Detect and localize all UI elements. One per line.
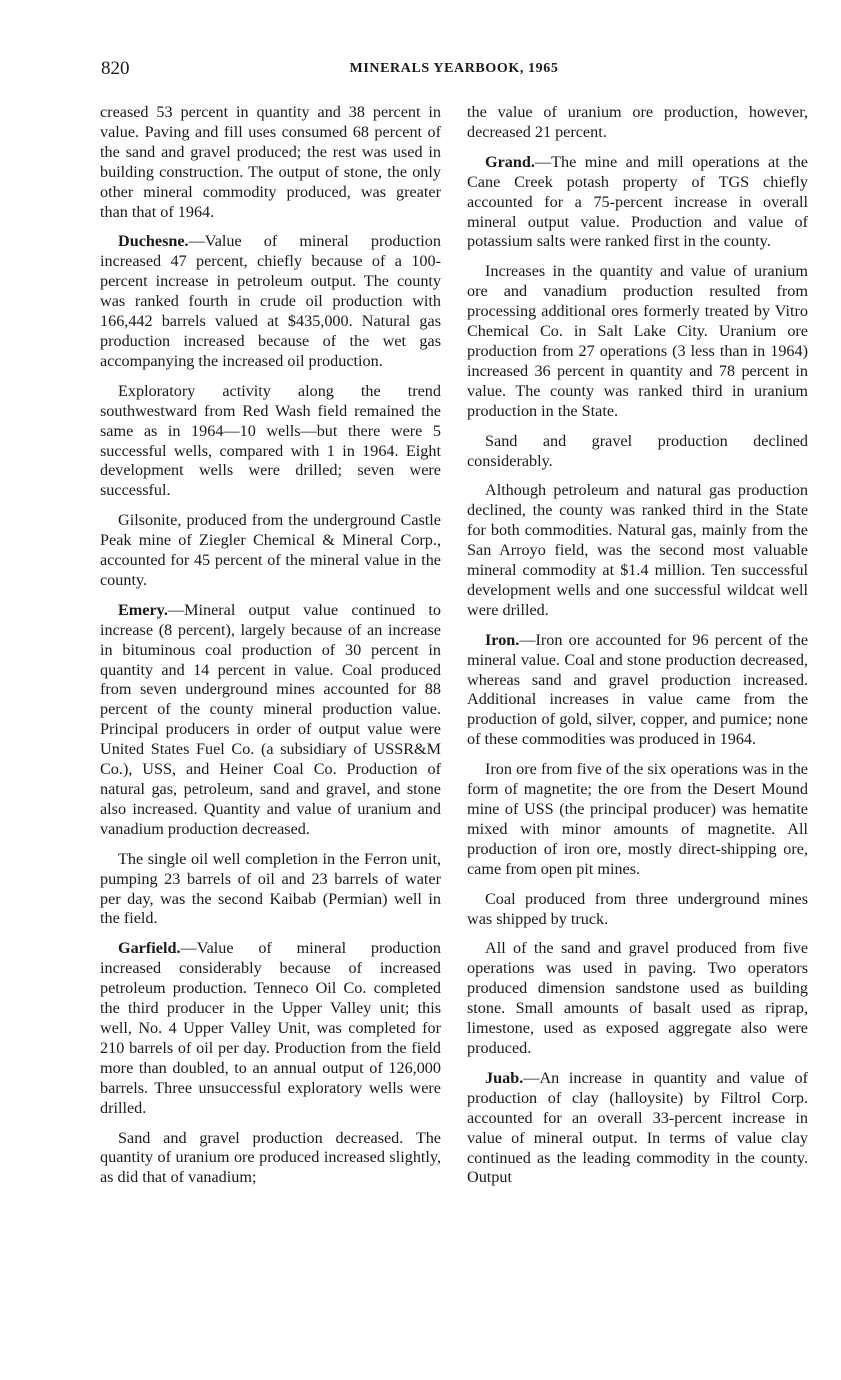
- paragraph-text: The single oil well completion in the Ferron unit, pumping 23 barrels of oil and 23 barrels of water per day, was the second Kaibab (Permian) well in the field.: [100, 849, 441, 928]
- body-paragraph: [467, 481, 808, 620]
- page-number: 820: [101, 58, 130, 79]
- county-heading: Juab.: [485, 1068, 524, 1087]
- paragraph-text: Sand and gravel production decreased. The quantity of uranium ore produced increased slightly, as did that of vanadium;: [100, 1128, 441, 1187]
- paragraph-text: Coal produced from three underground mines was shipped by truck.: [467, 889, 808, 928]
- paragraph-text: —Iron ore accounted for 96 percent of the mineral value. Coal and stone production decreased, whereas sand and gravel production increased. Additional increases in value came from the production of gold, silver, copper, and pumice; none of these commodities was produced in 1964.: [467, 630, 808, 749]
- body-paragraph: [100, 511, 441, 591]
- county-heading: Garfield.: [118, 939, 181, 958]
- county-heading: Emery.: [118, 600, 168, 619]
- county-heading: Iron.: [485, 630, 520, 649]
- paragraph-text: Gilsonite, produced from the underground Castle Peak mine of Ziegler Chemical & Mineral Corp., accounted for 45 percent of the mineral value in the county.: [100, 511, 441, 589]
- paragraph-text: —Value of mineral production increased 47 percent, chiefly because of a 100-percent increase in petroleum output. The county was ranked fourth in crude oil production with 166,442 barrels valued at $435,000. Natural gas production increased because of the wet gas accompanying the increased oil production.: [100, 232, 441, 370]
- page-header: [101, 58, 807, 82]
- paragraph-text: Although petroleum and natural gas production declined, the county was ranked third in the State for both commodities. Natural gas, mainly from the San Arroyo field, was the second most valuable mineral commodity at $1.4 million. Ten successful development wells and one successful wildcat well were drilled.: [467, 481, 808, 619]
- paragraph-text: the value of uranium ore production, however, decreased 21 percent.: [467, 103, 808, 141]
- paragraph-text: Exploratory activity along the trend southwestward from Red Wash field remained the same as in 1964—10 wells—but there were 5 successful wells, compared with 1 in 1964. Eight development wells were drilled; seven were successful.: [100, 381, 441, 500]
- county-section-paragraph: [467, 631, 808, 750]
- body-paragraph: [467, 103, 808, 143]
- body-paragraph: [467, 262, 808, 421]
- paragraph-text: —The mine and mill operations at the Cane Creek potash property of TGS chiefly accounted for a 75-percent increase in overall mineral output value. Production and value of potassium salts were ranked first in the county.: [467, 152, 808, 251]
- paragraph-text: Increases in the quantity and value of uranium ore and vanadium production resulted from processing additional ores formerly treated by Vitro Chemical Co. in Salt Lake City. Uranium ore production from 27 operations (3 less than in 1964) increased 36 percent in quantity and 78 percent in value. The county was ranked third in uranium production in the State.: [467, 262, 808, 420]
- county-section-paragraph: [100, 939, 441, 1118]
- county-section-paragraph: [100, 601, 441, 840]
- paragraph-text: All of the sand and gravel produced from five operations was used in paving. Two operators produced dimension sandstone used as building stone. Small amounts of basalt used as riprap, limestone, used as exposed aggregate also were produced.: [467, 939, 808, 1057]
- paragraph-text: —An increase in quantity and value of production of clay (halloysite) by Filtrol Corp. accounted for an overall 33-percent increase in value of mineral output. In terms of value clay continued as the leading commodity in the county. Output: [467, 1068, 808, 1187]
- running-head: MINERALS YEARBOOK, 1965: [349, 61, 559, 76]
- paragraph-text: Iron ore from five of the six operations was in the form of magnetite; the ore from the Desert Mound mine of USS (the principal producer) was hematite mixed with minor amounts of magnetite. All production of iron ore, mostly direct-shipping ore, came from open pit mines.: [467, 760, 808, 878]
- county-heading: Duchesne.: [118, 232, 189, 251]
- body-paragraph: [467, 939, 808, 1058]
- paragraph-text: —Mineral output value continued to increase (8 percent), largely because of an increase in bituminous coal production of 30 percent in quantity and 14 percent in value. Coal produced from seven underground mines accounted for 88 percent of the county mineral production value. Principal producers in order of output value were United States Fuel Co. (a subsidiary of USSR&M Co.), USS, and Heiner Coal Co. Production of natural gas, petroleum, sand and gravel, and stone also increased. Quantity and value of uranium and vanadium production decreased.: [100, 600, 441, 838]
- body-paragraph: [100, 850, 441, 930]
- county-section-paragraph: [100, 232, 441, 371]
- paragraph-text: creased 53 percent in quantity and 38 percent in value. Paving and fill uses consumed 68 percent of the sand and gravel produced; the rest was used in building construction. The output of stone, the only other mineral commodity produced, was greater than that of 1964.: [100, 103, 441, 221]
- county-section-paragraph: [467, 1069, 808, 1188]
- body-paragraph: [467, 760, 808, 879]
- body-paragraph: [100, 103, 441, 222]
- left-column: [100, 103, 441, 1198]
- right-column: [467, 103, 808, 1198]
- body-paragraph: [100, 382, 441, 501]
- paragraph-text: —Value of mineral production increased considerably because of increased petroleum production. Tenneco Oil Co. completed the third producer in the Upper Valley unit; this well, No. 4 Upper Valley Unit, was completed for 210 barrels of oil per day. Production from the field more than doubled, to an annual output of 126,000 barrels. Three unsuccessful exploratory wells were drilled.: [100, 939, 441, 1117]
- body-paragraph: [100, 1129, 441, 1189]
- body-paragraph: [467, 890, 808, 930]
- paragraph-text: Sand and gravel production declined considerably.: [467, 431, 808, 470]
- body-paragraph: [467, 432, 808, 472]
- county-section-paragraph: [467, 153, 808, 253]
- county-heading: Grand.: [485, 152, 535, 171]
